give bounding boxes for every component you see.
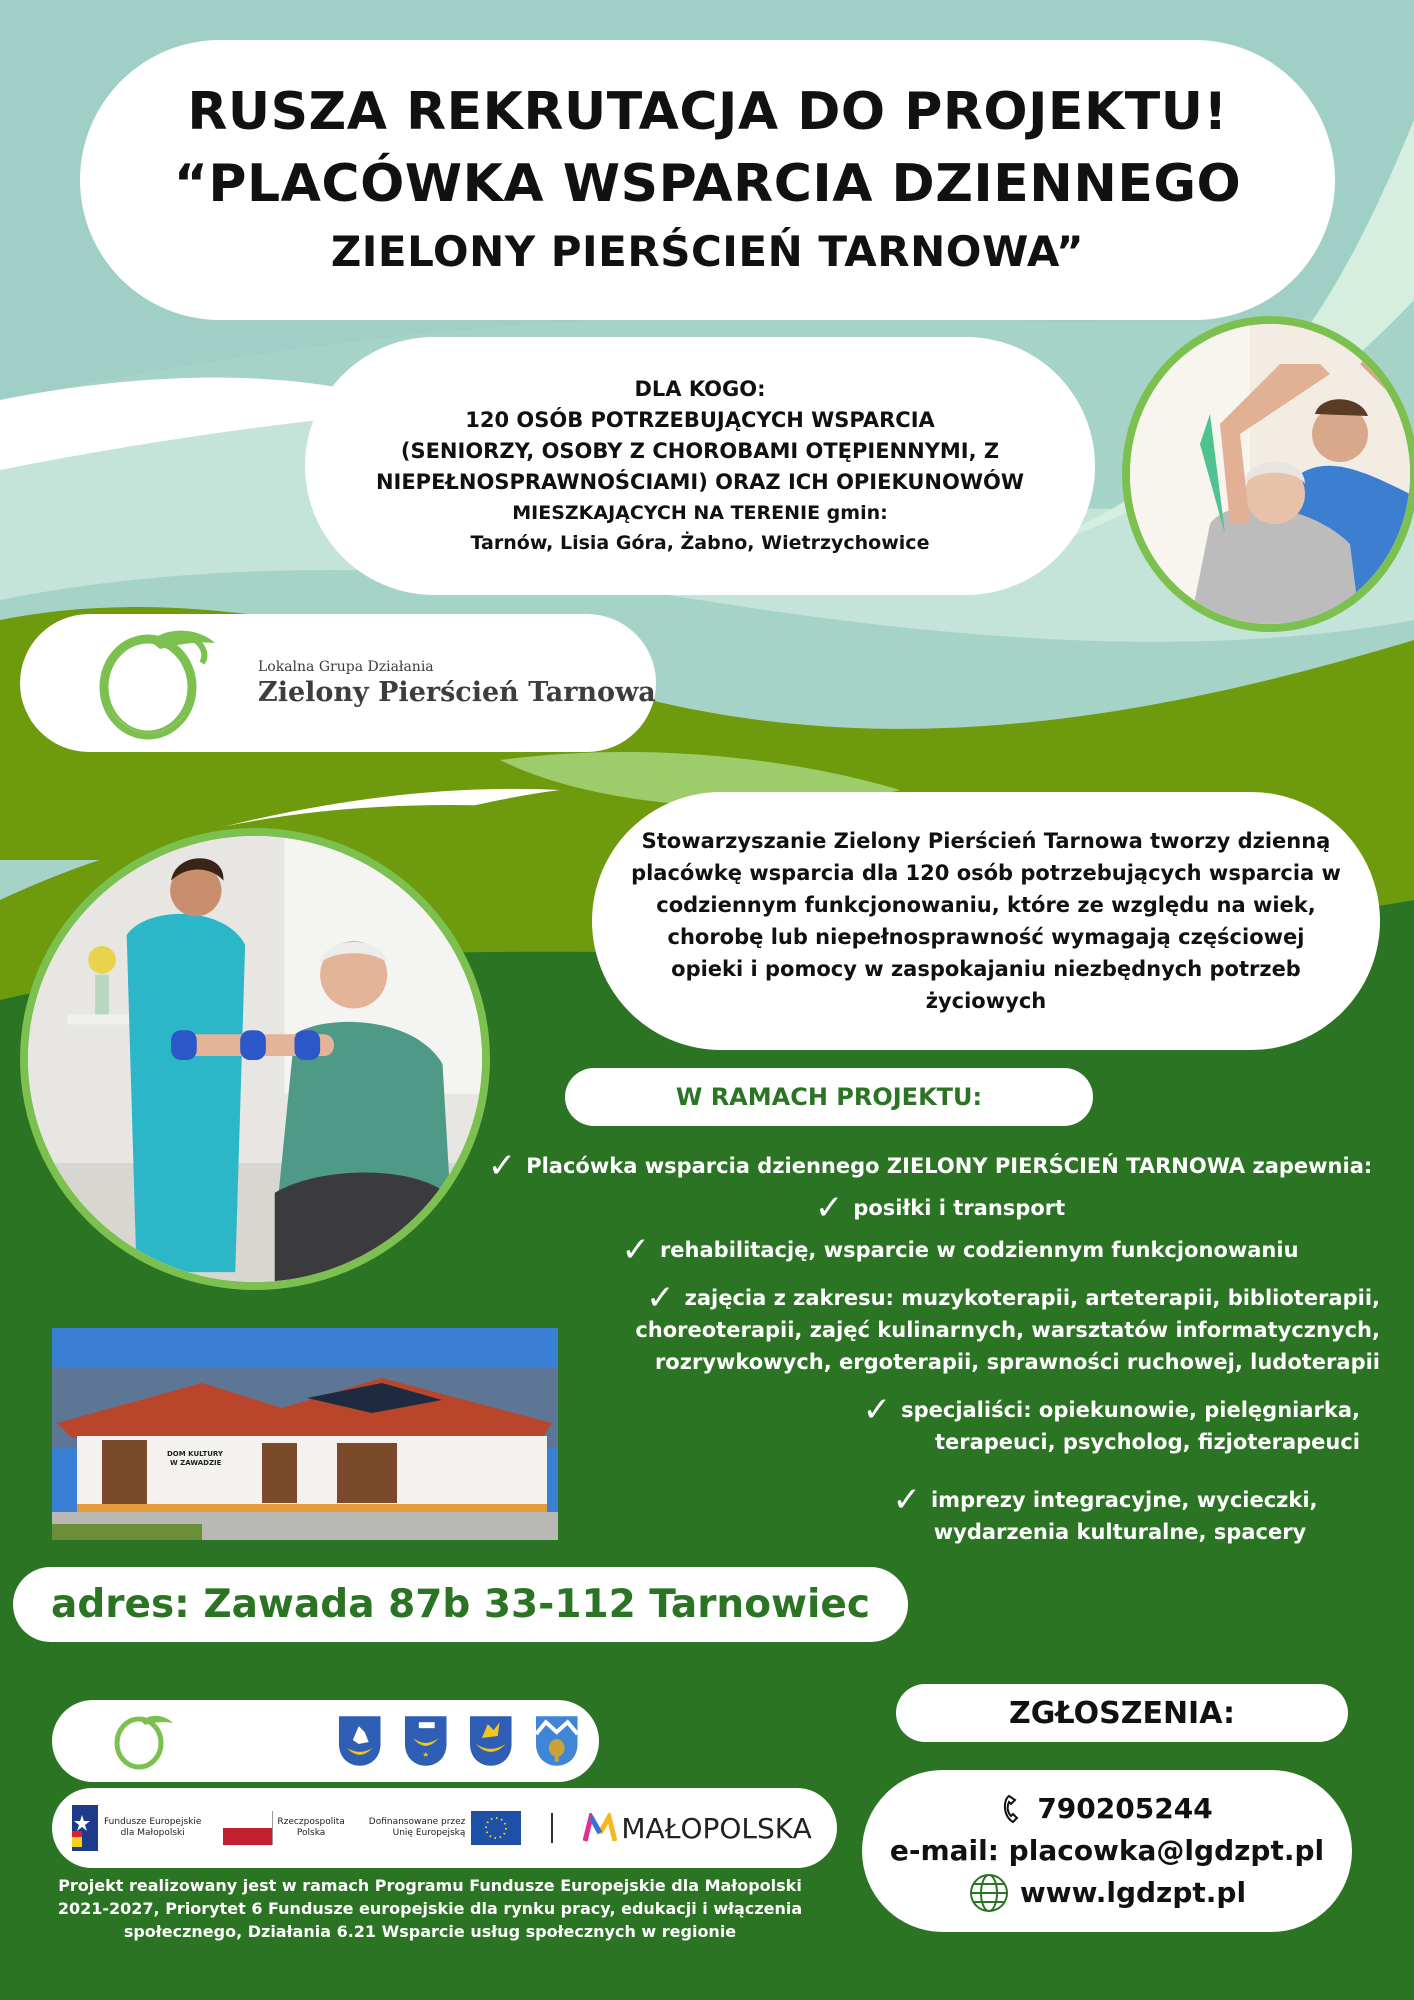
list-item-text: choreoterapii, zajęć kulinarnych, warsztatów informatycznych, xyxy=(635,1318,1380,1342)
eu-funds-label-1: Fundusze Europejskie xyxy=(104,1817,202,1827)
address-banner xyxy=(13,1567,908,1642)
list-item-text: imprezy integracyjne, wycieczki, xyxy=(930,1488,1318,1512)
list-item-text: wydarzenia kulturalne, spacery xyxy=(933,1520,1307,1544)
description-box xyxy=(592,792,1380,1050)
project-heading: W RAMACH PROJEKTU: xyxy=(675,1083,983,1111)
description-line: Stowarzyszanie Zielony Pierścień Tarnowa tworzy dzienną xyxy=(641,829,1331,853)
list-item xyxy=(480,1146,1380,1186)
description-line: codziennym funkcjonowaniu, które ze względu na wiek, xyxy=(656,893,1316,917)
title-line-3: ZIELONY PIERŚCIEŃ TARNOWA” xyxy=(330,227,1085,276)
eu-label-2: Unię Europejską xyxy=(392,1828,466,1838)
photo-nurse-senior-man-dumbbells xyxy=(20,828,490,1290)
malopolska-logo xyxy=(583,1812,811,1845)
list-item xyxy=(610,1230,1310,1270)
funding-disclaimer xyxy=(50,1874,810,1943)
organization-logo-banner xyxy=(20,614,656,752)
eu-label-1: Dofinansowane przez xyxy=(368,1817,466,1827)
description-line: placówkę wsparcia dla 120 osób potrzebujących wsparcia w xyxy=(631,861,1341,885)
checkmark-icon: ✓ xyxy=(814,1188,844,1228)
target-group-box xyxy=(305,337,1095,595)
list-item xyxy=(620,1278,1380,1378)
target-group-line-3: NIEPEŁNOSPRAWNOŚCIAMI) ORAZ ICH OPIEKUNOWÓW xyxy=(375,470,1025,494)
globe-icon xyxy=(968,1872,1010,1914)
divider xyxy=(551,1813,553,1843)
organization-name: Zielony Pierścień Tarnowa xyxy=(258,676,656,708)
photo-illustration xyxy=(1130,324,1410,624)
website-line[interactable] xyxy=(968,1872,1246,1914)
checkmark-icon: ✓ xyxy=(621,1230,650,1270)
email-address[interactable]: e-mail: placowka@lgdzpt.pl xyxy=(889,1834,1325,1867)
crest-knight-icon xyxy=(337,1714,383,1768)
eu-funding-logos-banner xyxy=(52,1788,837,1868)
crest-crescent-star-icon xyxy=(403,1714,449,1768)
list-item-text: specjaliści: opiekunowie, pielęgniarka, xyxy=(901,1398,1360,1422)
eu-funds-flag-icon xyxy=(72,1805,98,1851)
email-line[interactable] xyxy=(890,1830,1324,1872)
target-group-line-1: 120 OSÓB POTRZEBUJĄCYCH WSPARCIA xyxy=(465,408,935,432)
website-link[interactable]: www.lgdzpt.pl xyxy=(1019,1876,1247,1909)
project-heading-banner xyxy=(565,1068,1093,1126)
checkmark-icon: ✓ xyxy=(862,1390,892,1430)
malopolska-label: MAŁOPOLSKA xyxy=(621,1811,812,1845)
checkmark-icon: ✓ xyxy=(892,1480,921,1520)
list-item-text: posiłki i transport xyxy=(853,1196,1066,1220)
title-line-1: RUSZA REKRUTACJA DO PROJEKTU! xyxy=(187,82,1228,142)
eu-funds-label-2: dla Małopolski xyxy=(120,1828,185,1838)
crest-wheat-icon xyxy=(534,1714,580,1768)
list-item-text: rehabilitację, wsparcie w codziennym funkcjonowaniu xyxy=(659,1238,1299,1262)
footer-line-2: 2021-2027, Priorytet 6 Fundusze europejskie dla rynku pracy, edukacji i włączenia xyxy=(57,1899,803,1918)
organization-ring-logo-icon xyxy=(90,623,230,743)
title-line-2: “PLACÓWKA WSPARCIA DZIENNEGO xyxy=(173,154,1242,214)
organization-subtitle: Lokalna Grupa Działania xyxy=(258,658,434,675)
checkmark-icon: ✓ xyxy=(487,1146,517,1186)
title-banner xyxy=(80,40,1335,320)
applications-heading: ZGŁOSZENIA: xyxy=(1009,1695,1235,1731)
malopolska-m-icon xyxy=(583,1813,617,1843)
description-line: opieki i pomocy w zaspokajaniu niezbędnych potrzeb xyxy=(671,957,1301,981)
list-item-text: terapeuci, psycholog, fizjoterapeuci xyxy=(934,1430,1360,1454)
target-group-line-4: MIESZKAJĄCYCH NA TERENIE gmin: xyxy=(512,502,888,524)
footer-line-1: Projekt realizowany jest w ramach Programu Fundusze Europejskie dla Małopolski xyxy=(58,1876,802,1895)
building-sign-line-2: W ZAWADZIE xyxy=(170,1459,222,1467)
footer-line-3: społecznego, Działania 6.21 Wsparcie usług społecznych w regionie xyxy=(123,1922,737,1941)
eu-funds-malopolska-logo xyxy=(72,1805,201,1851)
phone-line[interactable] xyxy=(1001,1788,1212,1830)
eu-cofinanced-logo xyxy=(369,1811,522,1845)
description-line: życiowych xyxy=(925,989,1047,1013)
target-group-heading: DLA KOGO: xyxy=(634,377,766,401)
contact-box xyxy=(862,1770,1352,1932)
photo-therapist-senior-woman xyxy=(1122,316,1414,632)
rzeczpospolita-logo xyxy=(223,1811,344,1845)
list-item-text: rozrywkowych, ergoterapii, sprawności ruchowej, ludoterapii xyxy=(654,1350,1380,1374)
eu-flag-icon xyxy=(471,1811,521,1845)
phone-icon xyxy=(1001,1794,1027,1824)
municipality-crests-banner xyxy=(52,1700,599,1782)
list-item xyxy=(870,1480,1340,1548)
target-group-line-5: Tarnów, Lisia Góra, Żabno, Wietrzychowice xyxy=(470,532,930,554)
list-item xyxy=(840,1390,1360,1458)
description-line: chorobę lub niepełnosprawność wymagają częściowej xyxy=(667,925,1305,949)
target-group-line-2: (SENIORZY, OSOBY Z CHOROBAMI OTĘPIENNYMI, Z xyxy=(400,439,1000,463)
list-item-text: Placówka wsparcia dziennego ZIELONY PIERŚCIEŃ TARNOWA zapewnia: xyxy=(526,1154,1373,1178)
organization-ring-logo-small-icon xyxy=(107,1711,177,1771)
polish-flag-icon xyxy=(223,1811,273,1845)
crest-fox-icon xyxy=(468,1714,514,1768)
photo-community-center-building xyxy=(52,1328,558,1540)
applications-heading-banner xyxy=(896,1684,1348,1742)
list-item-text: zajęcia z zakresu: muzykoterapii, arteterapii, biblioterapii, xyxy=(684,1286,1380,1310)
photo-illustration xyxy=(28,836,482,1282)
rp-label-1: Rzeczpospolita xyxy=(277,1817,345,1827)
address-text: adres: Zawada 87b 33-112 Tarnowiec xyxy=(51,1582,870,1627)
list-item xyxy=(800,1188,1080,1228)
phone-number[interactable]: 790205244 xyxy=(1037,1792,1213,1825)
checkmark-icon: ✓ xyxy=(646,1278,675,1318)
rp-label-2: Polska xyxy=(296,1828,326,1838)
building-sign-line-1: DOM KULTURY xyxy=(167,1450,223,1458)
